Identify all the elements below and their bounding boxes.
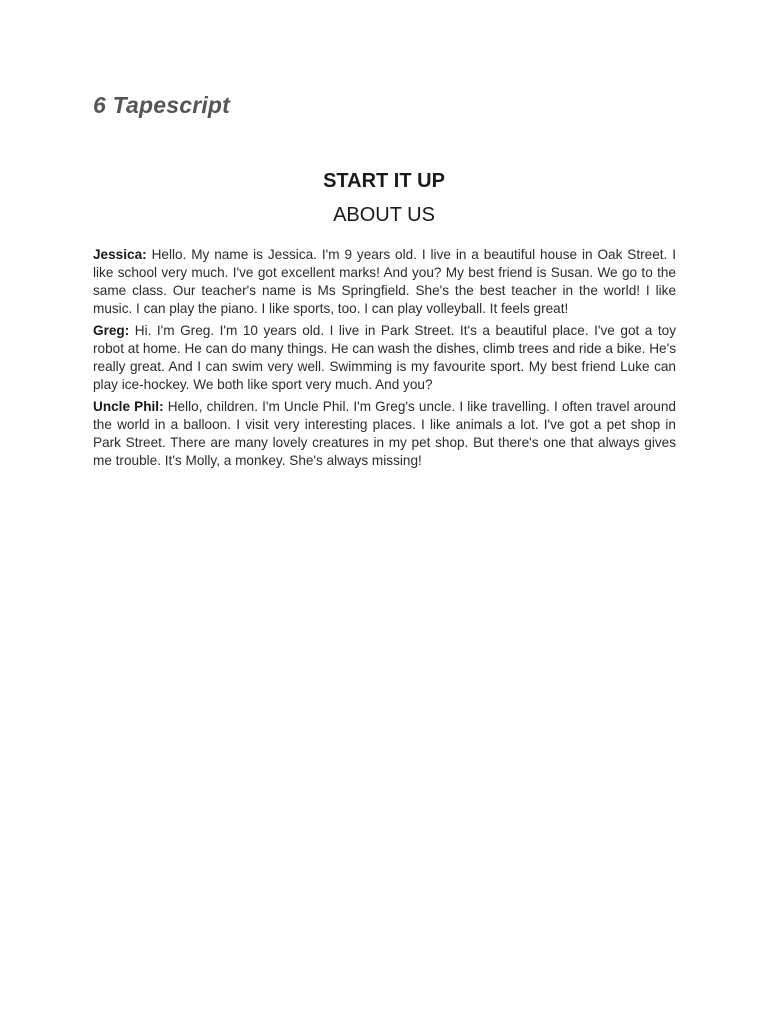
unit-title: START IT UP <box>323 170 445 192</box>
speaker-name: Jessica: <box>93 247 147 262</box>
speaker-name: Greg: <box>93 323 130 338</box>
script-paragraph-jessica <box>93 246 676 318</box>
script-paragraph-greg <box>93 322 676 394</box>
section-title: 6 Tapescript <box>93 92 231 118</box>
speaker-text: Hi. I'm Greg. I'm 10 years old. I live in Park Street. It's a beautiful place. I've got a toy robot at home. He can do many things. He can wash the dishes, climb trees and ride a bike. He's really great. And I can swim very well. Swimming is my favourite sport. My best friend Luke can play ice-hockey. We both like sport very much. And you? <box>93 323 676 392</box>
speaker-name: Uncle Phil: <box>93 399 164 414</box>
unit-subtitle: ABOUT US <box>333 204 435 226</box>
speaker-text: Hello. My name is Jessica. I'm 9 years old. I live in a beautiful house in Oak Street. I like school very much. I've got excellent marks! And you? My best friend is Susan. We go to the same class. Our teacher's name is Ms Springfield. She's the best teacher in the world! I like music. I can play the piano. I like sports, too. I can play volleyball. It feels great! <box>93 247 677 316</box>
speaker-text: Hello, children. I'm Uncle Phil. I'm Greg's uncle. I like travelling. I often travel around the world in a balloon. I visit very interesting places. I like animals a lot. I've got a pet shop in Park Street. There are many lovely creatures in my pet shop. But there's one that always gives me trouble. It's Molly, a monkey. She's always missing! <box>93 399 676 468</box>
tapescript-body <box>93 246 676 474</box>
script-paragraph-uncle-phil <box>93 398 676 470</box>
